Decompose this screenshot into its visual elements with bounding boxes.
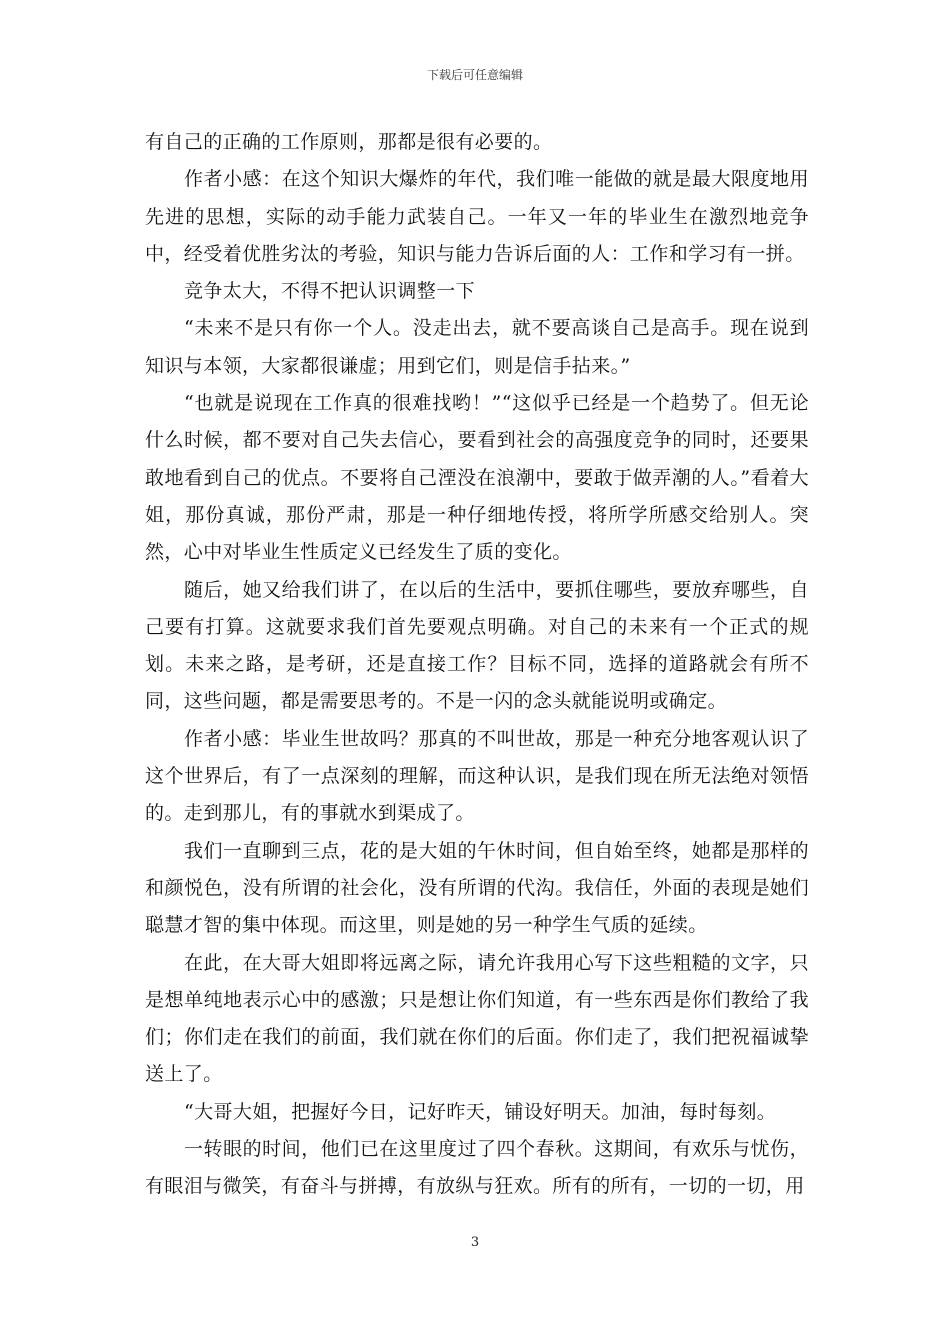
paragraph: 作者小感：在这个知识大爆炸的年代，我们唯一能做的就是最大限度地用先进的思想，实际的动手能力武装自己。一年又一年的毕业生在激烈地竞争中，经受着优胜劣汰的考验，知识与能力告诉后面的人：工作和学习有一拼。: [145, 168, 809, 265]
paragraph: “大哥大姐，把握好今日，记好昨天，铺设好明天。加油，每时每刻。: [184, 1100, 777, 1123]
paragraph: 一转眼的时间，他们已在这里度过了四个春秋。这期间，有欢乐与忧伤，有眼泪与微笑，有奋斗与拼搏，有放纵与狂欢。所有的所有，一切的一切，用: [145, 1138, 809, 1198]
paragraph: 有自己的正确的工作原则，那都是很有必要的。: [145, 131, 553, 153]
paragraph: 随后，她又给我们讲了，在以后的生活中，要抓住哪些，要放弃哪些，自己要有打算。这就要求我们首先要观点明确。对自己的未来有一个正式的规划。未来之路，是考研，还是直接工作？目标不同，选择的道路就会有所不同，这些问题，都是需要思考的。不是一闪的念头就能说明或确定。: [145, 578, 809, 713]
paragraph: 竞争太大，不得不把认识调整一下: [184, 280, 476, 303]
paragraph: 在此，在大哥大姐即将远离之际，请允许我用心写下这些粗糙的文字，只是想单纯地表示心中的感激；只是想让你们知道，有一些东西是你们教给了我们；你们走在我们的前面，我们就在你们的后面。你们走了，我们把祝福诚挚送上了。: [145, 951, 809, 1086]
paragraph: “未来不是只有你一个人。没走出去，就不要高谈自己是高手。现在说到知识与本领，大家都很谦虚；用到它们，则是信手拈来。”: [145, 317, 809, 377]
page-number: 3: [470, 1235, 480, 1250]
document-body: [145, 124, 809, 1206]
paragraph: “也就是说现在工作真的很难找哟！”“这似乎已经是一个趋势了。但无论什么时候，都不要对自己失去信心，要看到社会的高强度竞争的同时，还要果敢地看到自己的优点。不要将自己湮没在浪潮中，要敢于做弄潮的人。”看着大姐，那份真诚，那份严肃，那是一种仔细地传授，将所学所感交给别人。突然，心中对毕业生性质定义已经发生了质的变化。: [145, 392, 809, 564]
page-header: 下载后可任意编辑: [426, 68, 523, 82]
paragraph: 作者小感：毕业生世故吗？那真的不叫世故，那是一种充分地客观认识了这个世界后，有了一点深刻的理解，而这种认识，是我们现在所无法绝对领悟的。走到那儿，有的事就水到渠成了。: [145, 727, 809, 825]
paragraph: 我们一直聊到三点，花的是大姐的午休时间，但自始至终，她都是那样的和颜悦色，没有所谓的社会化，没有所谓的代沟。我信任，外面的表现是她们聪慧才智的集中体现。而这里，则是她的另一种学生气质的延续。: [145, 839, 809, 937]
